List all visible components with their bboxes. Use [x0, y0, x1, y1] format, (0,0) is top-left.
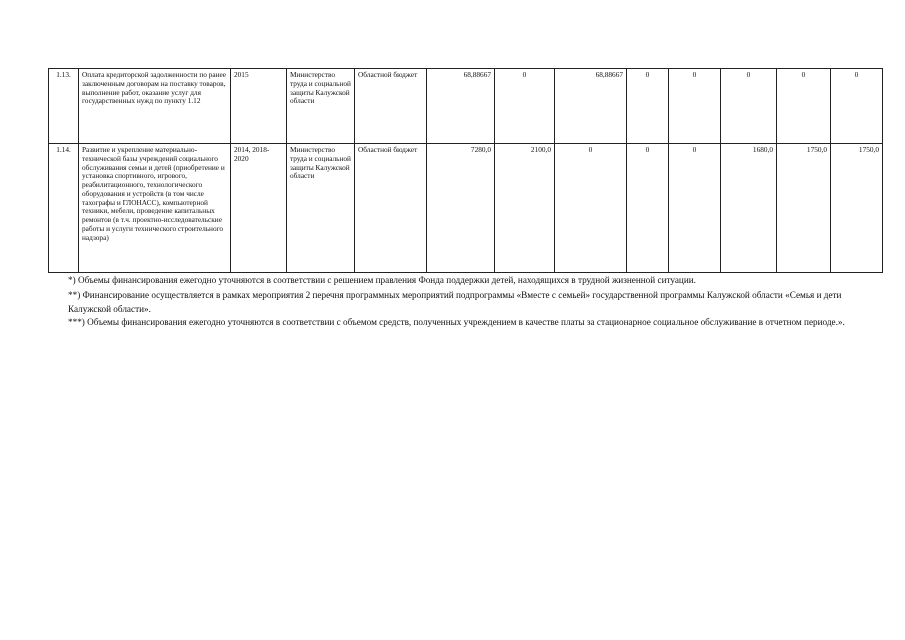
- amount-2016: 0: [627, 144, 669, 273]
- amount-2015: 0: [555, 144, 627, 273]
- footnotes: [68, 274, 858, 329]
- table-row: [49, 69, 883, 144]
- activity-years: 2015: [231, 69, 287, 144]
- table-row: [49, 144, 883, 273]
- program-activities-table: [48, 68, 883, 273]
- amount-2020: 0: [831, 69, 883, 144]
- footnote-3: ***) Объемы финансирования ежегодно уточняются в соответствии с объемом средств, полученных учреждением в качестве платы за стационарное социальное обслуживание в отчетном периоде.».: [68, 317, 845, 328]
- amount-2018: 0: [721, 69, 777, 144]
- total-amount: 7280,0: [427, 144, 495, 273]
- amount-2018: 1680,0: [721, 144, 777, 273]
- amount-2014: 2100,0: [495, 144, 555, 273]
- row-number: 1.13.: [49, 69, 79, 144]
- funding-source: Областной бюджет: [355, 69, 427, 144]
- amount-2017: 0: [669, 144, 721, 273]
- amount-2017: 0: [669, 69, 721, 144]
- footnote-2: **) Финансирование осуществляется в рамках мероприятия 2 перечня программных мероприятий подпрограммы «Вместе с семьей» государственной программы Калужской области «Семья и дети Калужской области».: [68, 290, 842, 314]
- row-number: 1.14.: [49, 144, 79, 273]
- amount-2019: 1750,0: [777, 144, 831, 273]
- activity-years: 2014, 2018-2020: [231, 144, 287, 273]
- amount-2020: 1750,0: [831, 144, 883, 273]
- amount-2015: 68,88667: [555, 69, 627, 144]
- footnote-1: *) Объемы финансирования ежегодно уточняются в соответствии с решением правления Фонда поддержки детей, находящихся в трудной жизненной ситуации.: [68, 275, 696, 285]
- amount-2016: 0: [627, 69, 669, 144]
- activity-executor: Министерство труда и социальной защиты Калужской области: [287, 69, 355, 144]
- activity-executor: Министерство труда и социальной защиты Калужской области: [287, 144, 355, 273]
- funding-source: Областной бюджет: [355, 144, 427, 273]
- activity-name: Развитие и укрепление материально-технической базы учреждений социального обслуживания семьи и детей (приобретение и установка спортивного, игрового, реабилитационного, технологического оборудования и устройств (в том числе тахографы и ГЛОНАСС), компьютерной техники, мебели, проведение капитальных ремонтов (в т.ч. проектно-исследовательские работы и услуги технического строительного надзора): [79, 144, 231, 273]
- activity-name: Оплата кредиторской задолженности по ранее заключенным договорам на поставку товаров, выполнение работ, оказание услуг для государственных нужд по пункту 1.12: [79, 69, 231, 144]
- amount-2019: 0: [777, 69, 831, 144]
- amount-2014: 0: [495, 69, 555, 144]
- total-amount: 68,88667: [427, 69, 495, 144]
